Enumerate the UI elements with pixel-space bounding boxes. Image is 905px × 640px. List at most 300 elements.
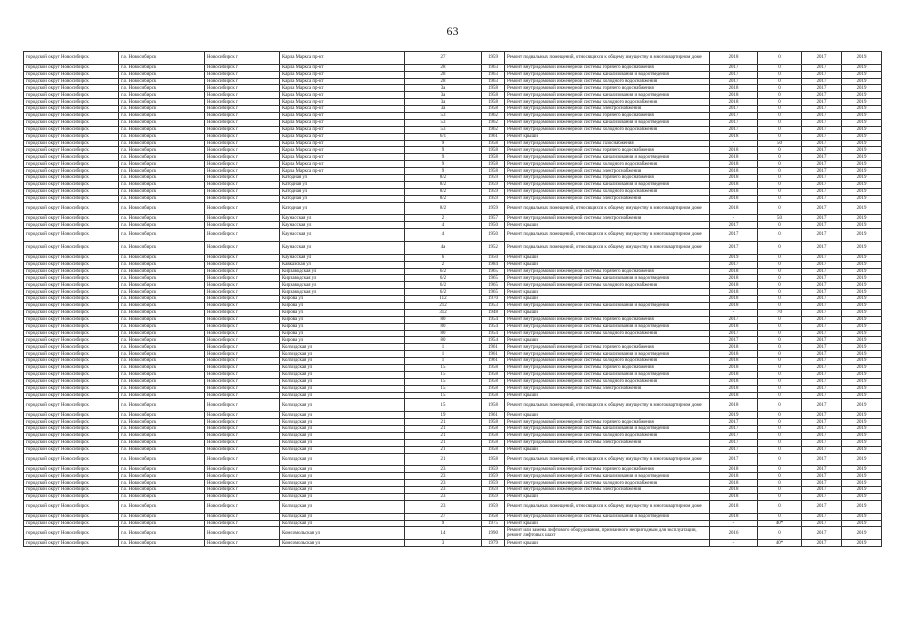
table-cell: 212 <box>405 303 482 310</box>
table-cell: 1954 <box>482 316 505 323</box>
table-row <box>24 330 882 337</box>
table-row <box>24 99 882 106</box>
table-cell: Ремонт внутридомовой инженерной системы горячего водоснабжения <box>505 113 710 120</box>
table-cell: 2019 <box>842 453 882 466</box>
table-cell: городской округ Новосибирск <box>24 52 119 65</box>
table-cell: 0 <box>758 126 802 133</box>
table-cell: г.о. Новосибирск <box>119 126 205 133</box>
table-cell: 2018 <box>710 289 758 296</box>
table-cell: 0 <box>758 154 802 161</box>
table-cell: 2019 <box>842 371 882 378</box>
table-cell: Ремонт подвальных помещений, относящихся к общему имуществу в многоквартирном доме <box>505 202 710 215</box>
table-cell: 2017 <box>802 106 842 113</box>
table-cell: 1950 <box>482 254 505 261</box>
table-cell: Карла Маркса пр-кт <box>280 168 405 175</box>
table-cell: Новосибирск г <box>205 466 280 473</box>
table-cell: 0 <box>758 133 802 140</box>
table-row <box>24 126 882 133</box>
table-cell: 2019 <box>842 316 882 323</box>
table-cell: 2017 <box>802 215 842 222</box>
table-cell: Новосибирск г <box>205 316 280 323</box>
table-cell: городской округ Новосибирск <box>24 513 119 520</box>
table-cell: 1958 <box>482 92 505 99</box>
table-cell: 27 <box>405 52 482 65</box>
table-cell: г.о. Новосибирск <box>119 195 205 202</box>
table-cell: 2017 <box>802 439 842 446</box>
table-cell: Ремонт внутридомовой инженерной системы электроснабжения <box>505 106 710 113</box>
table-cell: 2017 <box>710 222 758 229</box>
table-cell: Карла Маркса пр-кт <box>280 154 405 161</box>
table-cell: 80 <box>405 337 482 344</box>
table-cell: 0 <box>758 261 802 268</box>
table-cell: 4 <box>405 222 482 229</box>
table-cell: 0 <box>758 229 802 242</box>
table-cell: 0 <box>758 113 802 120</box>
table-row <box>24 289 882 296</box>
table-cell: г.о. Новосибирск <box>119 513 205 520</box>
table-row <box>24 480 882 487</box>
table-cell: городской округ Новосибирск <box>24 473 119 480</box>
table-row <box>24 344 882 351</box>
table-cell: 2019 <box>842 439 882 446</box>
table-cell: Ремонт крыши <box>505 296 710 303</box>
table-cell: 0 <box>758 337 802 344</box>
table-cell: 2019 <box>842 378 882 385</box>
table-cell: 2017 <box>802 480 842 487</box>
table-cell: 2017 <box>802 147 842 154</box>
table-cell: городской округ Новосибирск <box>24 147 119 154</box>
table-row <box>24 222 882 229</box>
table-cell: 2018 <box>710 392 758 399</box>
table-cell: 0 <box>758 188 802 195</box>
table-cell: 23 <box>405 487 482 494</box>
table-cell: 0 <box>758 202 802 215</box>
table-cell: Новосибирск г <box>205 419 280 426</box>
table-cell: 2019 <box>842 500 882 513</box>
table-row <box>24 351 882 358</box>
table-cell: Колхидская ул <box>280 453 405 466</box>
table-cell: г.о. Новосибирск <box>119 140 205 147</box>
table-row <box>24 106 882 113</box>
table-cell: городской округ Новосибирск <box>24 540 119 547</box>
table-cell: 0 <box>758 147 802 154</box>
table-cell: Ремонт внутридомовой инженерной системы канализования и водоотведения <box>505 92 710 99</box>
table-cell: 2017 <box>802 113 842 120</box>
table-cell: Новосибирск г <box>205 493 280 500</box>
table-cell: Кирова ул <box>280 303 405 310</box>
table-cell: городской округ Новосибирск <box>24 527 119 540</box>
table-cell: 2018 <box>710 466 758 473</box>
table-cell: 2017 <box>802 330 842 337</box>
table-cell: городской округ Новосибирск <box>24 358 119 365</box>
table-cell: Карла Маркса пр-кт <box>280 126 405 133</box>
table-cell: 1958 <box>482 426 505 433</box>
table-cell: 2018 <box>710 188 758 195</box>
table-cell: 2018 <box>710 351 758 358</box>
table-cell: Новосибирск г <box>205 78 280 85</box>
table-cell: 2018 <box>710 344 758 351</box>
table-cell: Кирзаводская ул <box>280 282 405 289</box>
table-row <box>24 168 882 175</box>
table-row <box>24 261 882 268</box>
table-cell: 21 <box>405 453 482 466</box>
table-cell: городской округ Новосибирск <box>24 412 119 419</box>
table-cell: 8/2 <box>405 195 482 202</box>
table-cell: Новосибирск г <box>205 323 280 330</box>
table-cell: 1958 <box>482 99 505 106</box>
table-cell: г.о. Новосибирск <box>119 296 205 303</box>
table-cell: 2017 <box>710 113 758 120</box>
table-cell: 2017 <box>802 289 842 296</box>
table-cell: 2019 <box>842 426 882 433</box>
table-cell: Кирова ул <box>280 296 405 303</box>
table-cell: 2017 <box>802 254 842 261</box>
table-cell: 2017 <box>802 309 842 316</box>
table-cell: 1958 <box>482 392 505 399</box>
table-cell: Новосибирск г <box>205 113 280 120</box>
table-cell: городской округ Новосибирск <box>24 446 119 453</box>
table-cell: городской округ Новосибирск <box>24 154 119 161</box>
table-cell: 21 <box>405 439 482 446</box>
table-cell: Ремонт крыши <box>505 261 710 268</box>
table-cell: 6/2 <box>405 275 482 282</box>
table-cell: 0 <box>758 419 802 426</box>
table-cell: 2017 <box>710 330 758 337</box>
table-row <box>24 309 882 316</box>
table-cell: 1961 <box>482 351 505 358</box>
table-cell: городской округ Новосибирск <box>24 432 119 439</box>
table-row <box>24 453 882 466</box>
table-cell: 2017 <box>710 64 758 71</box>
table-cell: 2017 <box>802 202 842 215</box>
table-cell: Новосибирск г <box>205 64 280 71</box>
table-cell: Новосибирск г <box>205 99 280 106</box>
table-cell: 0 <box>758 168 802 175</box>
table-cell: Колхидская ул <box>280 399 405 412</box>
table-cell: Ремонт внутридомовой инженерной системы электроснабжения <box>505 215 710 222</box>
table-cell: 1975 <box>482 520 505 527</box>
table-cell: Ремонт внутридомовой инженерной системы газоснабжения <box>505 140 710 147</box>
table-cell: Ремонт внутридомовой инженерной системы канализования и водоотведения <box>505 351 710 358</box>
table-cell: городской округ Новосибирск <box>24 439 119 446</box>
table-cell: Ремонт внутридомовой инженерной системы горячего водоснабжения <box>505 466 710 473</box>
table-cell: Карла Маркса пр-кт <box>280 133 405 140</box>
table-row <box>24 268 882 275</box>
table-cell: городской округ Новосибирск <box>24 188 119 195</box>
table-cell: 23 <box>405 493 482 500</box>
table-cell: городской округ Новосибирск <box>24 289 119 296</box>
table-cell: 0 <box>758 92 802 99</box>
table-cell: 2 <box>405 215 482 222</box>
table-cell: 2017 <box>802 344 842 351</box>
table-cell: Новосибирск г <box>205 289 280 296</box>
table-row <box>24 439 882 446</box>
table-cell: 19 <box>405 412 482 419</box>
table-cell: 1959 <box>482 466 505 473</box>
table-cell: Новосибирск г <box>205 309 280 316</box>
table-cell: 2017 <box>802 513 842 520</box>
table-cell: 2019 <box>842 330 882 337</box>
table-cell: Колхидская ул <box>280 493 405 500</box>
table-cell: 0 <box>758 480 802 487</box>
table-cell: 2017 <box>802 85 842 92</box>
table-cell: городской округ Новосибирск <box>24 296 119 303</box>
table-cell: 2018 <box>710 282 758 289</box>
table-cell: Новосибирск г <box>205 188 280 195</box>
table-cell: 1965 <box>482 275 505 282</box>
table-cell: 0 <box>758 254 802 261</box>
table-cell: Новосибирск г <box>205 175 280 182</box>
table-cell: 2 <box>405 261 482 268</box>
table-cell: 1963 <box>482 64 505 71</box>
table-cell: 2017 <box>802 493 842 500</box>
table-cell: г.о. Новосибирск <box>119 337 205 344</box>
table-cell: г.о. Новосибирск <box>119 432 205 439</box>
table-cell: Колхидская ул <box>280 446 405 453</box>
table-cell: 2018 <box>710 473 758 480</box>
table-cell: Ремонт внутридомовой инженерной системы холодного водоснабжения <box>505 99 710 106</box>
table-cell: Ремонт крыши <box>505 392 710 399</box>
table-cell: 15 <box>405 371 482 378</box>
table-cell: 2017 <box>710 261 758 268</box>
table-cell: 1958 <box>482 419 505 426</box>
table-cell: Ремонт крыши <box>505 412 710 419</box>
table-cell: г.о. Новосибирск <box>119 358 205 365</box>
table-cell: 2017 <box>802 195 842 202</box>
table-cell: 2019 <box>842 480 882 487</box>
table-cell: 0 <box>758 344 802 351</box>
table-cell: Ремонт крыши <box>505 540 710 547</box>
table-cell: г.о. Новосибирск <box>119 175 205 182</box>
table-cell: городской округ Новосибирск <box>24 85 119 92</box>
table-cell: г.о. Новосибирск <box>119 378 205 385</box>
table-cell: Ремонт или замена лифтового оборудования, признанного непригодным для эксплуатации, ремонт лифтовых шахт <box>505 527 710 540</box>
table-cell: 23 <box>405 500 482 513</box>
table-cell: 2018 <box>710 161 758 168</box>
table-cell: Новосибирск г <box>205 133 280 140</box>
table-cell: 2019 <box>842 126 882 133</box>
table-cell: Новосибирск г <box>205 500 280 513</box>
table-cell: 2019 <box>842 113 882 120</box>
table-cell: 1 <box>405 358 482 365</box>
table-cell: 1958 <box>482 453 505 466</box>
table-cell: Ремонт подвальных помещений, относящихся к общему имуществу в многоквартирном доме <box>505 52 710 65</box>
table-cell: 2019 <box>842 487 882 494</box>
table-cell: 70 <box>758 309 802 316</box>
table-cell: 2019 <box>842 432 882 439</box>
table-row <box>24 371 882 378</box>
table-cell: Кирова ул <box>280 337 405 344</box>
table-cell: городской округ Новосибирск <box>24 99 119 106</box>
table-cell: 2019 <box>842 466 882 473</box>
table-cell: городской округ Новосибирск <box>24 275 119 282</box>
table-cell: 1958 <box>482 371 505 378</box>
table-cell: Ремонт подвальных помещений, относящихся к общему имуществу в многоквартирном доме <box>505 399 710 412</box>
table-cell: г.о. Новосибирск <box>119 154 205 161</box>
table-cell: 2019 <box>842 202 882 215</box>
table-cell: Новосибирск г <box>205 527 280 540</box>
table-cell: г.о. Новосибирск <box>119 412 205 419</box>
table-cell: 8/2 <box>405 181 482 188</box>
table-cell: 2019 <box>842 493 882 500</box>
table-cell: Колхидская ул <box>280 371 405 378</box>
table-cell: 1963 <box>482 78 505 85</box>
table-cell: Ремонт внутридомовой инженерной системы холодного водоснабжения <box>505 432 710 439</box>
table-cell: 2019 <box>842 215 882 222</box>
table-cell: 40* <box>758 540 802 547</box>
table-cell: Каунасская ул <box>280 254 405 261</box>
table-cell: 2017 <box>710 337 758 344</box>
table-row <box>24 175 882 182</box>
table-cell: Новосибирск г <box>205 392 280 399</box>
table-cell: 2017 <box>802 99 842 106</box>
table-cell: 2017 <box>802 323 842 330</box>
table-cell: 1958 <box>482 378 505 385</box>
table-cell: 1984 <box>482 261 505 268</box>
table-cell: городской округ Новосибирск <box>24 181 119 188</box>
table-cell: Карла Маркса пр-кт <box>280 140 405 147</box>
table-cell: 27 <box>405 513 482 520</box>
table-cell: 2019 <box>842 412 882 419</box>
table-cell: 2019 <box>842 392 882 399</box>
table-cell: городской округ Новосибирск <box>24 175 119 182</box>
table-cell: г.о. Новосибирск <box>119 439 205 446</box>
table-cell: 1959 <box>482 500 505 513</box>
table-cell: - <box>710 540 758 547</box>
table-cell: 4 <box>405 229 482 242</box>
table-cell: Ремонт внутридомовой инженерной системы холодного водоснабжения <box>505 78 710 85</box>
table-cell: г.о. Новосибирск <box>119 92 205 99</box>
table-cell: Новосибирск г <box>205 337 280 344</box>
table-cell: Кирзаводская ул <box>280 275 405 282</box>
table-cell: Колхидская ул <box>280 432 405 439</box>
table-cell: городской округ Новосибирск <box>24 106 119 113</box>
table-cell: 2018 <box>710 371 758 378</box>
table-cell: 1963 <box>482 71 505 78</box>
table-cell: г.о. Новосибирск <box>119 344 205 351</box>
table-cell: Ремонт внутридомовой инженерной системы горячего водоснабжения <box>505 419 710 426</box>
table-cell: Новосибирск г <box>205 222 280 229</box>
table-cell: городской округ Новосибирск <box>24 241 119 254</box>
table-row <box>24 466 882 473</box>
table-cell: г.о. Новосибирск <box>119 289 205 296</box>
table-cell: 0 <box>758 275 802 282</box>
table-cell: Ремонт крыши <box>505 493 710 500</box>
table-cell: Новосибирск г <box>205 453 280 466</box>
table-cell: 1950 <box>482 229 505 242</box>
table-row <box>24 161 882 168</box>
table-cell: Карла Маркса пр-кт <box>280 64 405 71</box>
table-cell: 2019 <box>842 282 882 289</box>
table-cell: 2018 <box>710 385 758 392</box>
table-cell: 0 <box>758 500 802 513</box>
table-cell: Новосибирск г <box>205 439 280 446</box>
table-cell: 1959 <box>482 480 505 487</box>
table-cell: Ремонт внутридомовой инженерной системы холодного водоснабжения <box>505 188 710 195</box>
table-cell: городской округ Новосибирск <box>24 126 119 133</box>
table-cell: 2019 <box>842 303 882 310</box>
table-cell: г.о. Новосибирск <box>119 473 205 480</box>
table-cell: 2019 <box>842 254 882 261</box>
table-cell: 0 <box>758 268 802 275</box>
table-cell: 1970 <box>482 296 505 303</box>
table-cell: 2019 <box>842 78 882 85</box>
table-cell: 2019 <box>842 520 882 527</box>
table-cell: 2017 <box>710 126 758 133</box>
table-cell: 23 <box>405 466 482 473</box>
table-cell: 2018 <box>710 480 758 487</box>
table-cell: 1979 <box>482 540 505 547</box>
table-cell: Карла Маркса пр-кт <box>280 113 405 120</box>
table-cell: 2017 <box>802 261 842 268</box>
table-cell: 1 <box>405 344 482 351</box>
table-cell: 2017 <box>802 188 842 195</box>
table-cell: 2019 <box>842 161 882 168</box>
table-cell: 1958 <box>482 513 505 520</box>
table-cell: 2017 <box>710 446 758 453</box>
table-cell: Ремонт внутридомовой инженерной системы холодного водоснабжения <box>505 378 710 385</box>
table-cell: Новосибирск г <box>205 513 280 520</box>
table-cell: Новосибирск г <box>205 358 280 365</box>
table-cell: г.о. Новосибирск <box>119 385 205 392</box>
table-cell: 15 <box>405 399 482 412</box>
table-cell: Новосибирск г <box>205 261 280 268</box>
table-row <box>24 446 882 453</box>
table-cell: Каунасская ул <box>280 229 405 242</box>
table-cell: Новосибирск г <box>205 241 280 254</box>
table-cell: 2017 <box>802 126 842 133</box>
table-row <box>24 254 882 261</box>
table-cell: Новосибирск г <box>205 520 280 527</box>
table-cell: городской округ Новосибирск <box>24 500 119 513</box>
table-cell: городской округ Новосибирск <box>24 64 119 71</box>
table-cell: 14 <box>405 527 482 540</box>
table-cell: 2019 <box>842 309 882 316</box>
table-cell: городской округ Новосибирск <box>24 365 119 372</box>
table-cell: Колхидская ул <box>280 358 405 365</box>
table-cell: 6/2 <box>405 289 482 296</box>
table-cell: 2017 <box>710 71 758 78</box>
table-cell: Катодная ул <box>280 202 405 215</box>
table-cell: 0 <box>758 371 802 378</box>
table-cell: г.о. Новосибирск <box>119 275 205 282</box>
table-cell: 2017 <box>710 119 758 126</box>
table-cell: 2017 <box>802 181 842 188</box>
table-cell: 2019 <box>842 195 882 202</box>
table-cell: 1954 <box>482 323 505 330</box>
table-cell: 2017 <box>710 419 758 426</box>
table-cell: 1958 <box>482 147 505 154</box>
table-row <box>24 493 882 500</box>
table-cell: Ремонт внутридомовой инженерной системы холодного водоснабжения <box>505 161 710 168</box>
table-cell: Комсомольская ул <box>280 527 405 540</box>
table-cell: 1961 <box>482 344 505 351</box>
table-cell: городской округ Новосибирск <box>24 161 119 168</box>
table-cell: Новосибирск г <box>205 275 280 282</box>
table-cell: Новосибирск г <box>205 473 280 480</box>
table-cell: Кирова ул <box>280 316 405 323</box>
table-cell: 2017 <box>710 241 758 254</box>
table-cell: Ремонт крыши <box>505 254 710 261</box>
table-cell: 9 <box>405 154 482 161</box>
table-cell: 2018 <box>710 296 758 303</box>
table-cell: 2019 <box>842 175 882 182</box>
table-row <box>24 323 882 330</box>
table-cell: городской округ Новосибирск <box>24 323 119 330</box>
table-row <box>24 241 882 254</box>
table-cell: Новосибирск г <box>205 371 280 378</box>
table-row <box>24 188 882 195</box>
